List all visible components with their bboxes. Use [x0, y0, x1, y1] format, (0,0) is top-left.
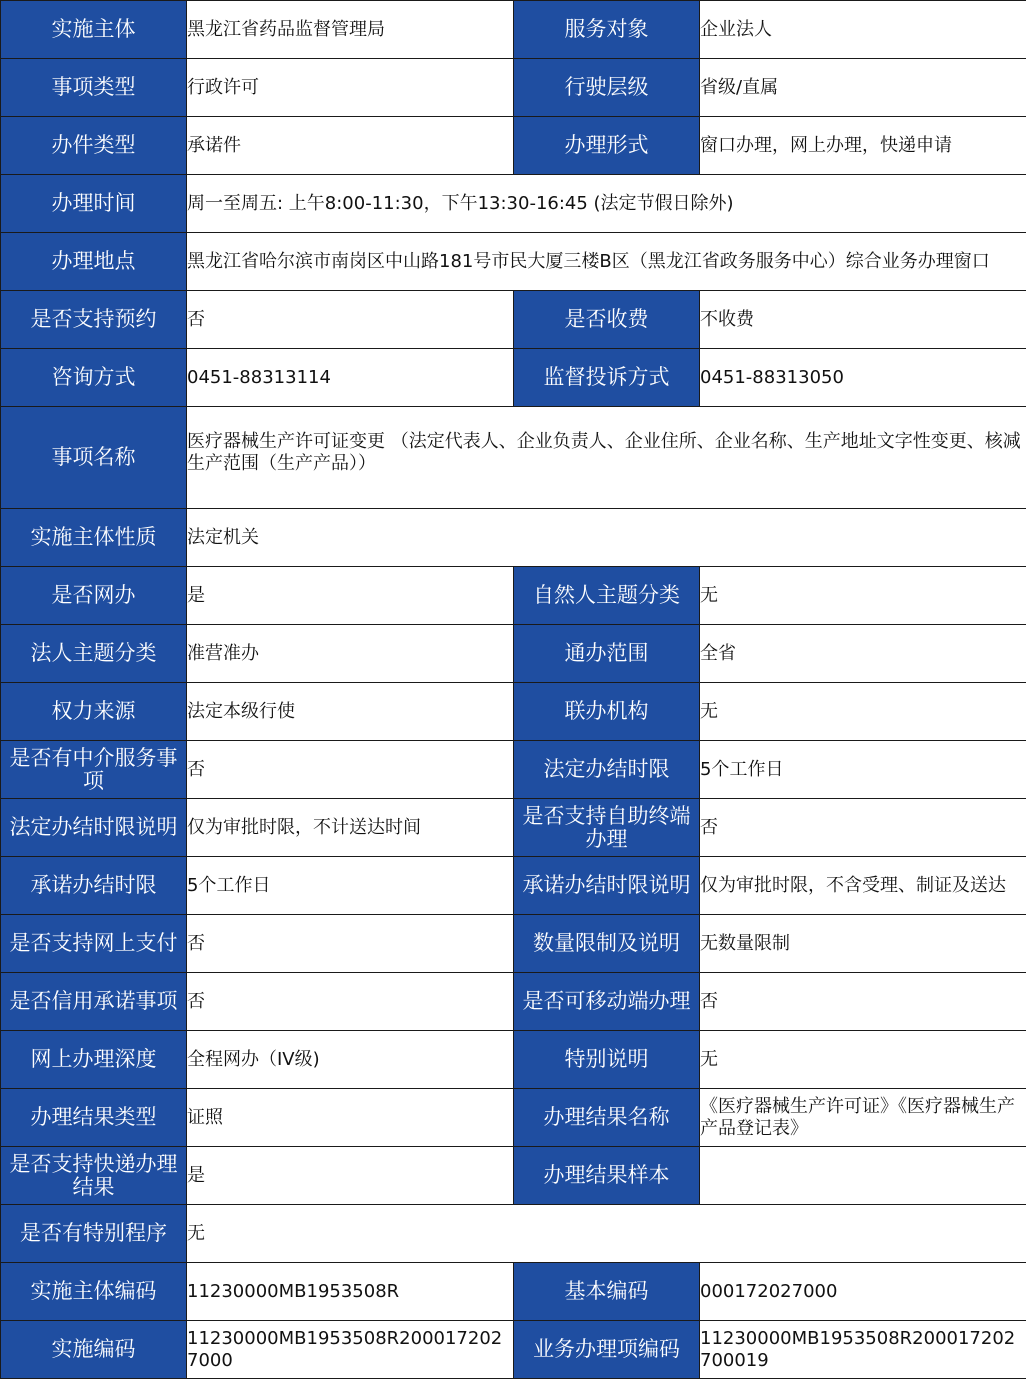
- value-handling-form: 窗口办理，网上办理，快递申请: [700, 117, 1026, 175]
- label-fee: 是否收费: [514, 291, 700, 349]
- label-appointment-support: 是否支持预约: [1, 291, 187, 349]
- value-basic-code: 000172027000: [700, 1263, 1026, 1321]
- value-self-service-terminal: 否: [700, 799, 1026, 857]
- table-row: [1, 625, 1026, 683]
- label-intermediary-service: 是否有中介服务事项: [1, 741, 187, 799]
- value-legal-time-limit: 5个工作日: [700, 741, 1026, 799]
- table-row: [1, 1205, 1026, 1263]
- label-complaint-phone: 监督投诉方式: [514, 349, 700, 407]
- table-row: [1, 1263, 1026, 1321]
- value-office-hours: 周一至周五: 上午8:00-11:30，下午13:30-16:45 (法定节假日除外): [187, 175, 1026, 233]
- value-item-name: 医疗器械生产许可证变更 （法定代表人、企业负责人、企业住所、企业名称、生产地址文字性变更、核减生产范围（生产产品））: [187, 407, 1026, 509]
- label-implementation-code: 实施编码: [1, 1321, 187, 1379]
- label-authority-source: 权力来源: [1, 683, 187, 741]
- value-mobile-handling: 否: [700, 973, 1026, 1031]
- label-credit-commitment: 是否信用承诺事项: [1, 973, 187, 1031]
- label-location: 办理地点: [1, 233, 187, 291]
- value-appointment-support: 否: [187, 291, 514, 349]
- label-self-service-terminal: 是否支持自助终端办理: [514, 799, 700, 857]
- value-fee: 不收费: [700, 291, 1026, 349]
- table-row: [1, 915, 1026, 973]
- value-online-handling: 是: [187, 567, 514, 625]
- table-row: [1, 175, 1026, 233]
- label-result-name: 办理结果名称: [514, 1089, 700, 1147]
- value-case-type: 承诺件: [187, 117, 514, 175]
- value-quantity-limit: 无数量限制: [700, 915, 1026, 973]
- table-row: [1, 349, 1026, 407]
- label-express-result: 是否支持快递办理结果: [1, 1147, 187, 1205]
- value-online-depth: 全程网办（IV级): [187, 1031, 514, 1089]
- value-service-target: 企业法人: [700, 1, 1026, 59]
- value-implementation-code: 11230000MB1953508R2000172027000: [187, 1321, 514, 1379]
- value-online-payment: 否: [187, 915, 514, 973]
- value-special-procedure: 无: [187, 1205, 1026, 1263]
- value-express-result: 是: [187, 1147, 514, 1205]
- table-row: [1, 291, 1026, 349]
- label-basic-code: 基本编码: [514, 1263, 700, 1321]
- label-implementing-body: 实施主体: [1, 1, 187, 59]
- value-location: 黑龙江省哈尔滨市南岗区中山路181号市民大厦三楼B区（黑龙江省政务服务中心）综合业务办理窗口: [187, 233, 1026, 291]
- value-special-note: 无: [700, 1031, 1026, 1089]
- value-implementing-body: 黑龙江省药品监督管理局: [187, 1, 514, 59]
- value-service-scope: 全省: [700, 625, 1026, 683]
- label-online-payment: 是否支持网上支付: [1, 915, 187, 973]
- value-body-code: 11230000MB1953508R: [187, 1263, 514, 1321]
- label-legal-person-category: 法人主题分类: [1, 625, 187, 683]
- label-special-procedure: 是否有特别程序: [1, 1205, 187, 1263]
- value-legal-person-category: 准营准办: [187, 625, 514, 683]
- table-row: [1, 1089, 1026, 1147]
- table-row: [1, 1147, 1026, 1205]
- table-row: [1, 683, 1026, 741]
- label-business-item-code: 业务办理项编码: [514, 1321, 700, 1379]
- label-consult-phone: 咨询方式: [1, 349, 187, 407]
- table-row: [1, 1321, 1026, 1379]
- value-authority-source: 法定本级行使: [187, 683, 514, 741]
- label-office-hours: 办理时间: [1, 175, 187, 233]
- value-natural-person-category: 无: [700, 567, 1026, 625]
- label-quantity-limit: 数量限制及说明: [514, 915, 700, 973]
- table-row: [1, 59, 1026, 117]
- value-promised-time-limit-note: 仅为审批时限，不含受理、制证及送达: [700, 857, 1026, 915]
- label-service-scope: 通办范围: [514, 625, 700, 683]
- table-row: [1, 567, 1026, 625]
- value-legal-time-limit-note: 仅为审批时限，不计送达时间: [187, 799, 514, 857]
- label-legal-time-limit: 法定办结时限: [514, 741, 700, 799]
- value-joint-agency: 无: [700, 683, 1026, 741]
- value-result-name: 《医疗器械生产许可证》《医疗器械生产产品登记表》: [700, 1089, 1026, 1147]
- label-promised-time-limit: 承诺办结时限: [1, 857, 187, 915]
- value-item-type: 行政许可: [187, 59, 514, 117]
- value-business-item-code: 11230000MB1953508R200017202700019: [700, 1321, 1026, 1379]
- label-special-note: 特别说明: [514, 1031, 700, 1089]
- table-row: [1, 407, 1026, 509]
- table-row: [1, 973, 1026, 1031]
- value-exercise-level: 省级/直属: [700, 59, 1026, 117]
- table-row: [1, 233, 1026, 291]
- label-item-type: 事项类型: [1, 59, 187, 117]
- value-intermediary-service: 否: [187, 741, 514, 799]
- label-online-depth: 网上办理深度: [1, 1031, 187, 1089]
- label-natural-person-category: 自然人主题分类: [514, 567, 700, 625]
- label-result-type: 办理结果类型: [1, 1089, 187, 1147]
- value-complaint-phone: 0451-88313050: [700, 349, 1026, 407]
- table-row: [1, 509, 1026, 567]
- value-credit-commitment: 否: [187, 973, 514, 1031]
- value-consult-phone: 0451-88313114: [187, 349, 514, 407]
- label-body-code: 实施主体编码: [1, 1263, 187, 1321]
- label-promised-time-limit-note: 承诺办结时限说明: [514, 857, 700, 915]
- value-result-sample: [700, 1147, 1026, 1205]
- value-body-nature: 法定机关: [187, 509, 1026, 567]
- label-handling-form: 办理形式: [514, 117, 700, 175]
- label-legal-time-limit-note: 法定办结时限说明: [1, 799, 187, 857]
- table-row: [1, 117, 1026, 175]
- label-body-nature: 实施主体性质: [1, 509, 187, 567]
- label-item-name: 事项名称: [1, 407, 187, 509]
- table-row: [1, 1031, 1026, 1089]
- label-mobile-handling: 是否可移动端办理: [514, 973, 700, 1031]
- label-online-handling: 是否网办: [1, 567, 187, 625]
- table-row: [1, 1, 1026, 59]
- label-service-target: 服务对象: [514, 1, 700, 59]
- table-row: [1, 799, 1026, 857]
- table-row: [1, 741, 1026, 799]
- value-promised-time-limit: 5个工作日: [187, 857, 514, 915]
- label-joint-agency: 联办机构: [514, 683, 700, 741]
- label-exercise-level: 行驶层级: [514, 59, 700, 117]
- label-case-type: 办件类型: [1, 117, 187, 175]
- table-row: [1, 857, 1026, 915]
- label-result-sample: 办理结果样本: [514, 1147, 700, 1205]
- value-result-type: 证照: [187, 1089, 514, 1147]
